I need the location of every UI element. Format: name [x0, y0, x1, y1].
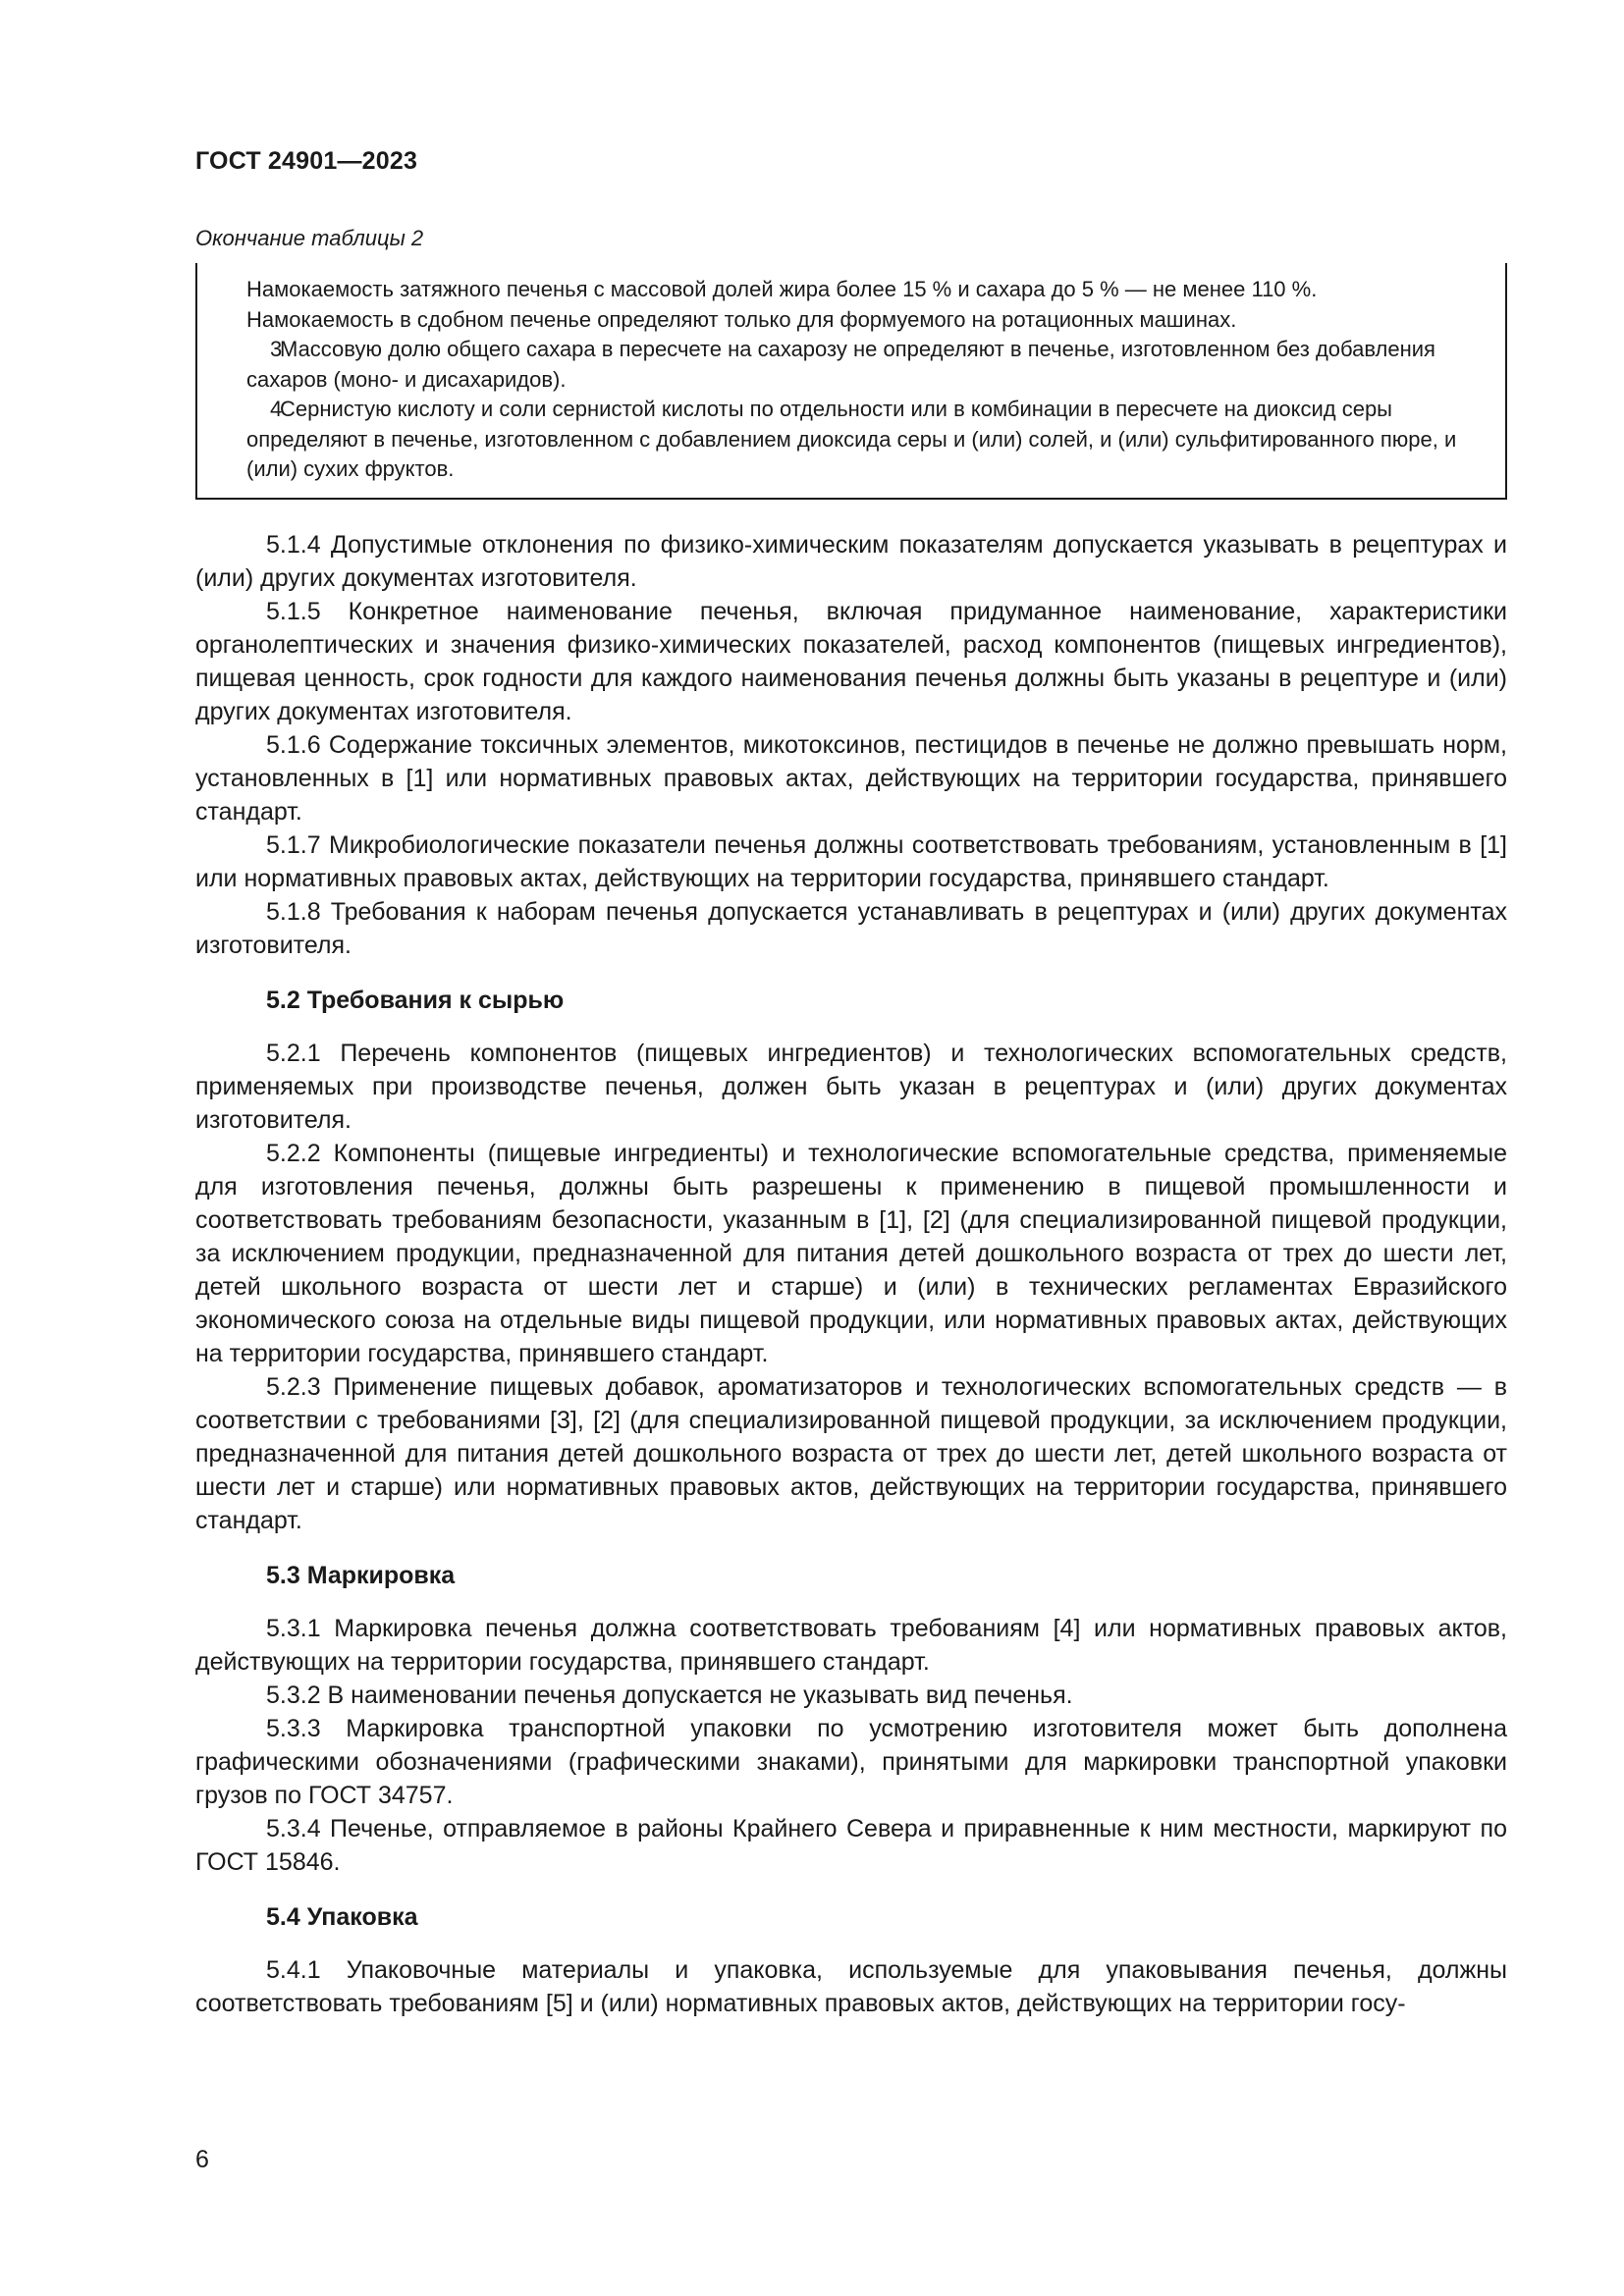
table-continuation-caption: Окончание таблицы 2 [195, 226, 424, 250]
note-3 [197, 335, 1478, 395]
paragraph-5-3-4: 5.3.4 Печенье, отправляемое в районы Крайнего Севера и приравненные к ним местности, маркируют по ГОСТ 15846. [195, 1815, 1507, 1876]
paragraph-5-4-1: 5.4.1 Упаковочные материалы и упаковка, используемые для упаковывания печенья, должны соответствовать требованиям [5] и (или) нормативных правовых актов, действующих на территории госу- [195, 1956, 1507, 2017]
paragraph-5-2-1: 5.2.1 Перечень компонентов (пищевых ингредиентов) и технологических вспомогательных средств, применяемых при производстве печенья, должен быть указан в рецептурах и (или) других документах изготовителя. [195, 1040, 1507, 1134]
paragraph-5-1-7: 5.1.7 Микробиологические показатели печенья должны соответствовать требованиям, установленным в [1] или нормативных правовых актах, действующих на территории государства, принявшего стандарт. [195, 831, 1507, 892]
note-4-text: Сернистую кислоту и соли сернистой кислоты по отдельности или в комбинации в пересчете на диоксид серы определяют в печенье, изготовленном с добавлением диоксида серы и (или) солей, и (или) сульфитированного пюре, и (или) сухих фруктов. [246, 397, 1457, 481]
note-3-number: 3 [270, 337, 283, 361]
section-heading-5-4: 5.4 Упаковка [266, 1903, 418, 1931]
paragraph-5-3-2: 5.3.2 В наименовании печенья допускается не указывать вид печенья. [266, 1682, 1073, 1709]
paragraph-5-2-2: 5.2.2 Компоненты (пищевые ингредиенты) и технологические вспомогательные средства, применяемые для изготовления печенья, должны быть разрешены к применению в пищевой промышленности и соответствовать требованиям безопасности, указанным в [1], [2] (для специализированной пищевой продукции, за исключением продукции, предназначенной для питания детей дошкольного возраста от трех до шести лет, детей школьного возраста от шести лет и старше) и (или) в технических регламентах Евразийского экономического союза на отдельные виды пищевой продукции, или нормативных правовых актах, действующих на территории государства, принявшего стандарт. [195, 1140, 1507, 1367]
document-code-header: ГОСТ 24901—2023 [195, 147, 418, 175]
paragraph-5-1-8: 5.1.8 Требования к наборам печенья допускается устанавливать в рецептурах и (или) других документах изготовителя. [195, 898, 1507, 959]
paragraph-5-2-3: 5.2.3 Применение пищевых добавок, ароматизаторов и технологических вспомогательных средств — в соответствии с требованиями [3], [2] (для специализированной пищевой продукции, за исключением продукции, предназначенной для питания детей дошкольного возраста от трех до шести лет, детей школьного возраста от шести лет и старше) или нормативных правовых актов, действующих на территории государства, принявшего стандарт. [195, 1373, 1507, 1534]
paragraph-5-1-6: 5.1.6 Содержание токсичных элементов, микотоксинов, пестицидов в печенье не должно превышать норм, установленных в [1] или нормативных правовых актах, действующих на территории государства, принявшего стандарт. [195, 731, 1507, 826]
paragraph-5-1-4: 5.1.4 Допустимые отклонения по физико-химическим показателям допускается указывать в рецептурах и (или) других документах изготовителя. [195, 531, 1507, 592]
note-line-2: Намокаемость в сдобном печенье определяют только для формуемого на ротационных машинах. [246, 306, 1237, 332]
document-body [195, 528, 1507, 2020]
note-4-number: 4 [270, 397, 283, 421]
note-3-text: Массовую долю общего сахара в пересчете на сахарозу не определяют в печенье, изготовленном без добавления сахаров (моно- и дисахаридов). [246, 337, 1435, 392]
section-heading-5-3: 5.3 Маркировка [266, 1562, 456, 1589]
paragraph-5-1-5: 5.1.5 Конкретное наименование печенья, включая придуманное наименование, характеристики органолептических и значения физико-химических показателей, расход компонентов (пищевых ингредиентов), пищевая ценность, срок годности для каждого наименования печенья должны быть указаны в рецептуре и (или) других документах изготовителя. [195, 598, 1507, 725]
document-page [195, 0, 1507, 2296]
note-4 [197, 395, 1478, 485]
section-heading-5-2: 5.2 Требования к сырью [266, 987, 565, 1014]
page-number: 6 [195, 2146, 209, 2173]
note-line-1: Намокаемость затяжного печенья с массовой долей жира более 15 % и сахара до 5 % — не менее 110 %. [246, 277, 1318, 301]
table-notes-box [195, 263, 1507, 500]
paragraph-5-3-3: 5.3.3 Маркировка транспортной упаковки по усмотрению изготовителя может быть дополнена графическими обозначениями (графическими знаками), принятыми для маркировки транспортной упаковки грузов по ГОСТ 34757. [195, 1715, 1507, 1809]
paragraph-5-3-1: 5.3.1 Маркировка печенья должна соответствовать требованиям [4] или нормативных правовых актов, действующих на территории государства, принявшего стандарт. [195, 1615, 1507, 1676]
